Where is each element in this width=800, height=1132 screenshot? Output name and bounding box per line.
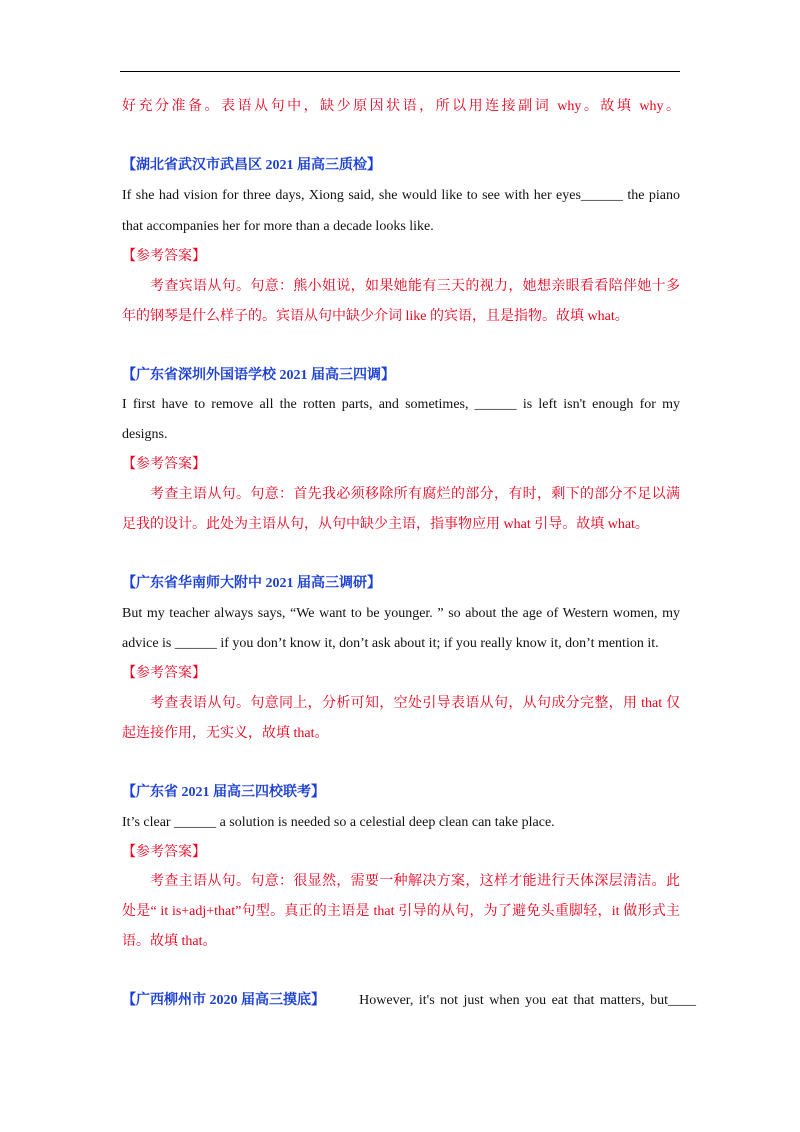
- continuation-text: 好充分准备。表语从句中，缺少原因状语，所以用连接副词 why。故填 why。: [122, 99, 680, 114]
- q4-answer-label: 【参考答案】: [122, 845, 206, 860]
- q2-answer-label: 【参考答案】: [122, 457, 206, 472]
- q1-explanation-line2: 年的钢琴是什么样子的。宾语从句中缺少介词 like 的宾语，且是指物。故填 what。: [122, 309, 629, 324]
- q5-source: 【广西柳州市 2020 届高三摸底】: [122, 993, 325, 1008]
- q5-question-line1: However, it's not just when you eat that matters, but____: [359, 993, 696, 1008]
- q3-explanation-line1: 考查表语从句。句意同上，分析可知，空处引导表语从句，从句成分完整，用 that 仅: [150, 696, 680, 711]
- q1-question-line2: that accompanies her for more than a decade looks like.: [122, 219, 434, 234]
- q3-source: 【广东省华南师大附中 2021 届高三调研】: [122, 576, 381, 591]
- q4-source: 【广东省 2021 届高三四校联考】: [122, 785, 325, 800]
- q2-question-line1: I first have to remove all the rotten parts, and sometimes, ______ is left isn't enough for my: [122, 397, 680, 412]
- q2-explanation-line2: 足我的设计。此处为主语从句，从句中缺少主语，指事物应用 what 引导。故填 what。: [122, 517, 649, 532]
- q4-explanation-line3: 语。故填 that。: [122, 934, 217, 949]
- q3-question-line1: But my teacher always says, “We want to be younger. ” so about the age of Western women, my: [122, 606, 680, 621]
- q1-source: 【湖北省武汉市武昌区 2021 届高三质检】: [122, 158, 381, 173]
- q3-question-line2: advice is ______ if you don’t know it, don’t ask about it; if you really know it, don’t mention it.: [122, 636, 659, 651]
- q1-question-line1: If she had vision for three days, Xiong said, she would like to see with her eyes______ the piano: [122, 188, 680, 203]
- q4-explanation-line1: 考查主语从句。句意：很显然，需要一种解决方案，这样才能进行天体深层清洁。此: [150, 874, 680, 889]
- header-rule: [120, 71, 680, 72]
- q2-question-line2: designs.: [122, 427, 168, 442]
- q2-explanation-line1: 考查主语从句。句意：首先我必须移除所有腐烂的部分，有时，剩下的部分不足以满: [150, 487, 680, 502]
- q5-row: [122, 991, 696, 1011]
- q2-source: 【广东省深圳外国语学校 2021 届高三四调】: [122, 368, 395, 383]
- q3-answer-label: 【参考答案】: [122, 666, 206, 681]
- q1-answer-label: 【参考答案】: [122, 249, 206, 264]
- q1-explanation-line1: 考查宾语从句。句意：熊小姐说，如果她能有三天的视力，她想亲眼看看陪伴她十多: [150, 279, 680, 294]
- q4-explanation-line2: 处是“ it is+adj+that”句型。真正的主语是 that 引导的从句，为了避免头重脚轻，it 做形式主: [122, 904, 680, 919]
- q4-question-line1: It’s clear ______ a solution is needed so a celestial deep clean can take place.: [122, 815, 555, 830]
- q3-explanation-line2: 起连接作用，无实义，故填 that。: [122, 726, 329, 741]
